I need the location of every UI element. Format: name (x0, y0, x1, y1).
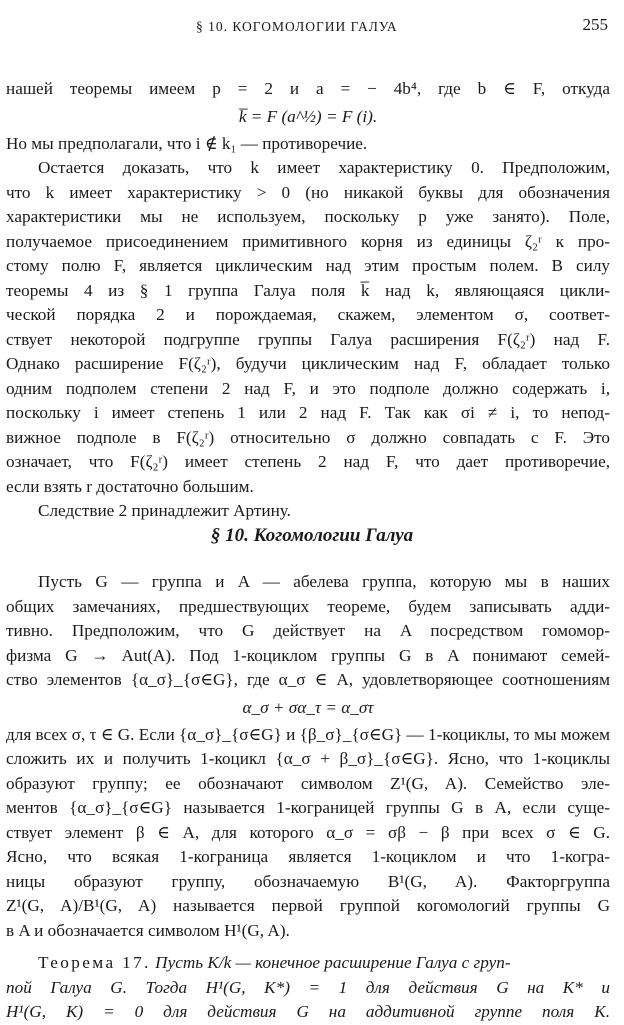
theorem-line (6, 976, 610, 1001)
theorem-line (6, 951, 610, 976)
text-line: если взять r достаточно большим. (6, 476, 254, 496)
section-title: § 10. Когомологии Галуа (210, 525, 414, 546)
page-header (0, 14, 624, 40)
text-line: образуют группу; ее обозначают символом Z¹(G, A). Семейство эле- (6, 773, 610, 793)
page-number: 255 (582, 15, 608, 34)
text-line: Однако расширение F(ζ₂ʳ), будучи циклическим над F, обладает только (6, 354, 610, 373)
text-line: вижное подполе в F(ζ₂ʳ) относительно σ должно совпадать с F. Это (6, 427, 610, 447)
theorem-line (6, 1000, 610, 1025)
text-line: получаемое присоединением примитивного корня из единицы ζ₂ʳ к про- (6, 231, 610, 251)
text-line: Следствие 2 принадлежит Артину. (38, 501, 291, 520)
text-line: стому полю F, является циклическим над этим простым полем. В силу (6, 256, 610, 275)
section-text-block (6, 570, 610, 1025)
text-line: тивно. Предположим, что G действует на A посредством гомомор- (6, 621, 610, 640)
text-line: Ясно, что всякая 1-кограница является 1-коциклом и что 1-когра- (6, 847, 610, 866)
theorem-text: Пусть K/k — конечное расширение Галуа с груп- (155, 953, 511, 972)
text-line: характеристики мы не используем, поскольку p уже занято). Поле, (6, 207, 610, 226)
text-line: Остается доказать, что k имеет характеристику 0. Предположим, (38, 158, 610, 177)
text-line: одним подполем степени 2 над F, и это подполе должно содержать i, (6, 378, 610, 398)
text-line: Но мы предполагали, что i ∉ k₁ — противоречие. (6, 133, 368, 153)
text-line: ствует некоторой подгруппе группы Галуа расширения F(ζ₂ʳ) над F. (6, 329, 610, 349)
text-line: нашей теоремы имеем p = 2 и a = − 4b⁴, где b ∈ F, откуда (6, 79, 610, 98)
formula: α_σ + σα_τ = α_στ (242, 697, 374, 717)
text-line: общих замечаниях, предшествующих теореме, будем записывать адди- (6, 596, 610, 616)
text-line: теоремы 4 из § 1 группа Галуа поля k̅ над k, являющаяся цикли- (6, 280, 610, 300)
text-line: что k имеет характеристику > 0 (но никакой буквы для обозначения (6, 182, 610, 202)
text-line: ство элементов {α_σ}_{σ∈G}, где α_σ ∈ A, удовлетворяющее соотношениям (6, 670, 610, 689)
formula: k̅ = F (a^½) = F (i). (238, 106, 378, 126)
text-line: означает, что F(ζ₂ʳ) имеет степень 2 над F, что дает противоречие, (6, 452, 610, 471)
text-line: ницы образуют группу, обозначаемую B¹(G, A). Факторгруппа (6, 871, 610, 891)
theorem-text: H¹(G, K) = 0 для действия G на аддитивной группе поля K. (6, 1002, 610, 1021)
text-line: Пусть G — группа и A — абелева группа, которую мы в наших (38, 572, 610, 591)
theorem-text: пой Галуа G. Тогда H¹(G, K*) = 1 для действия G на K* и (6, 977, 610, 997)
text-line: ментов {α_σ}_{σ∈G} называется 1-кограницей группы G в A, если суще- (6, 798, 610, 817)
theorem-heading: Теорема 17. (38, 953, 151, 972)
text-line: для всех σ, τ ∈ G. Если {α_σ}_{σ∈G} и {β_σ}_{σ∈G} — 1-коциклы, то мы можем (6, 724, 610, 744)
text-line: в A и обозначается символом H¹(G, A). (6, 920, 290, 940)
text-line: Z¹(G, A)/B¹(G, A) называется первой группой когомологий группы G (6, 896, 610, 915)
text-line: ствует элемент β ∈ A, для которого α_σ = σβ − β при всех σ ∈ G. (6, 822, 610, 842)
text-line: сложить их и получить 1-коцикл {α_σ + β_σ}_{σ∈G}. Ясно, что 1-коциклы (6, 749, 610, 768)
running-title: § 10. КОГОМОЛОГИИ ГАЛУА (196, 19, 398, 34)
text-line: поскольку i имеет степень 1 или 2 над F. Так как σi ≠ i, то непод- (6, 403, 610, 422)
text-line: физма G → Aut(A). Под 1-коциклом группы G в A понимают семей- (6, 645, 610, 665)
top-text-block (6, 77, 610, 524)
text-line: ческой порядка 2 и порождаемая, скажем, элементом σ, соответ- (6, 305, 610, 324)
